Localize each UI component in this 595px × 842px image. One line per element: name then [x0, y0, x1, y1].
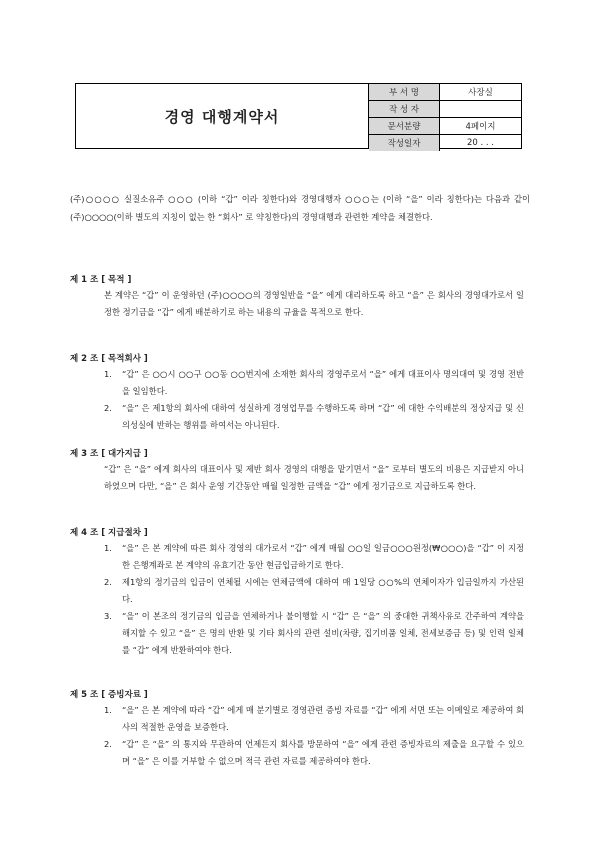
- article-1-title: 제 1 조 [ 목적 ]: [70, 275, 132, 285]
- article-2-title: 제 2 조 [ 목적회사 ]: [70, 354, 148, 364]
- info-value: [440, 101, 522, 118]
- article-3-text: “갑” 은 “을” 에게 회사의 대표이사 및 제반 회사 경영의 대행을 맡기면서 “을” 로부터 별도의 비용은 지급받지 아니하였으며 다만, “을” 은 회사 운영 기간동안 매월 일정한 금액을 “갑” 에게 정기금으로 지급하도록 한다.: [104, 464, 524, 491]
- list-item: [104, 366, 524, 400]
- article-4-title: 제 4 조 [ 지급절차 ]: [70, 528, 148, 538]
- article-5-list: [104, 702, 524, 770]
- info-label: 작 성 자: [369, 101, 440, 118]
- article-1-text: 본 계약은 “갑” 이 운영하던 (주)○○○○의 경영일반을 “을” 에게 대리하도록 하고 “을” 은 회사의 경영대가로서 일정한 정기금을 “갑” 에게 배분하기로 하는 내용의 규율을 목적으로 한다.: [104, 290, 524, 317]
- info-label: 문서분량: [369, 118, 440, 135]
- item-text: “갑” 은 ○○시 ○○구 ○○동 ○○번지에 소재한 회사의 경영주로서 “을” 에게 대표이사 명의대여 및 경영 전반을 일임한다.: [122, 369, 524, 396]
- info-row-department: [369, 84, 521, 101]
- item-number: 2.: [104, 577, 112, 587]
- article-3-title: 제 3 조 [ 대가지급 ]: [70, 449, 148, 459]
- list-item: [104, 608, 524, 659]
- item-number: 1.: [104, 369, 112, 379]
- item-text: “을” 이 본조의 정기금의 입금을 연체하거나 불이행할 시 “갑” 은 “을” 의 중대한 귀책사유로 간주하여 계약을 해지할 수 있고 “을” 은 명의 반환 및 기타 회사의 관련 설비(차량, 집기비품 일체, 전세보증금 등) 및 인력 일체를 “갑” 에게 반환하여야 한다.: [122, 611, 524, 655]
- info-label: 부 서 명: [369, 84, 440, 101]
- article-4-list: [104, 540, 524, 659]
- document-title: 경영 대행계약서: [76, 84, 369, 148]
- item-number: 1.: [104, 705, 112, 715]
- item-number: 3.: [104, 611, 112, 621]
- item-text: 제1항의 정기금의 입금이 연체될 시에는 연체금액에 대하여 매 1일당 ○○%의 연체이자가 입금일까지 가산된다.: [122, 577, 524, 604]
- info-row-author: [369, 101, 521, 118]
- document-info-table: [369, 84, 521, 151]
- info-value: 사장실: [440, 84, 522, 101]
- document-header: [75, 83, 522, 149]
- list-item: [104, 736, 524, 770]
- item-number: 1.: [104, 543, 112, 553]
- item-text: “을” 은 제1항의 회사에 대하여 성실하게 경영업무를 수행하도록 하며 “갑” 에 대한 수익배분의 정상지급 및 신의성실에 반하는 행위를 하여서는 아니된다.: [122, 403, 524, 430]
- list-item: [104, 702, 524, 736]
- list-item: [104, 540, 524, 574]
- info-value: 4페이지: [440, 118, 522, 135]
- item-text: “갑” 은 “을” 의 통지와 무관하여 언제든지 회사를 방문하여 “을” 에게 관련 증빙자료의 제출을 요구할 수 있으며 “을” 은 이를 거부할 수 없으며 적극 관련 자료를 제공하여야 한다.: [122, 739, 524, 766]
- info-row-date: [369, 135, 521, 152]
- item-number: 2.: [104, 739, 112, 749]
- info-row-pages: [369, 118, 521, 135]
- item-text: “을” 은 본 계약에 따라 “갑” 에게 매 분기별로 경영관련 증빙 자료를 “갑” 에게 서면 또는 이메일로 제공하여 회사의 적절한 운영을 보증한다.: [122, 705, 524, 732]
- intro-paragraph: (주)○○○○ 실질소유주 ○○○ (이하 “갑” 이라 칭한다)와 경영대행자 ○○○는 (이하 “을” 이라 칭한다)는 다음과 같이 (주)○○○○(이하 별도의 지칭이 없는 한 “회사” 로 약칭한다)의 경영대행과 관련한 계약을 체결한다.: [70, 194, 530, 222]
- item-text: “을” 은 본 계약에 따른 회사 경영의 대가로서 “갑” 에게 매월 ○○일 일금○○○원정(₩○○○)을 “갑” 이 지정한 은행계좌로 본 계약의 유효기간 동안 현금입금하기로 한다.: [122, 543, 524, 570]
- list-item: [104, 574, 524, 608]
- list-item: [104, 400, 524, 434]
- info-value: 20 . . .: [466, 138, 495, 148]
- info-label: 작성일자: [369, 135, 440, 152]
- article-2-list: [104, 366, 524, 434]
- article-5-title: 제 5 조 [ 증빙자료 ]: [70, 690, 148, 700]
- item-number: 2.: [104, 403, 112, 413]
